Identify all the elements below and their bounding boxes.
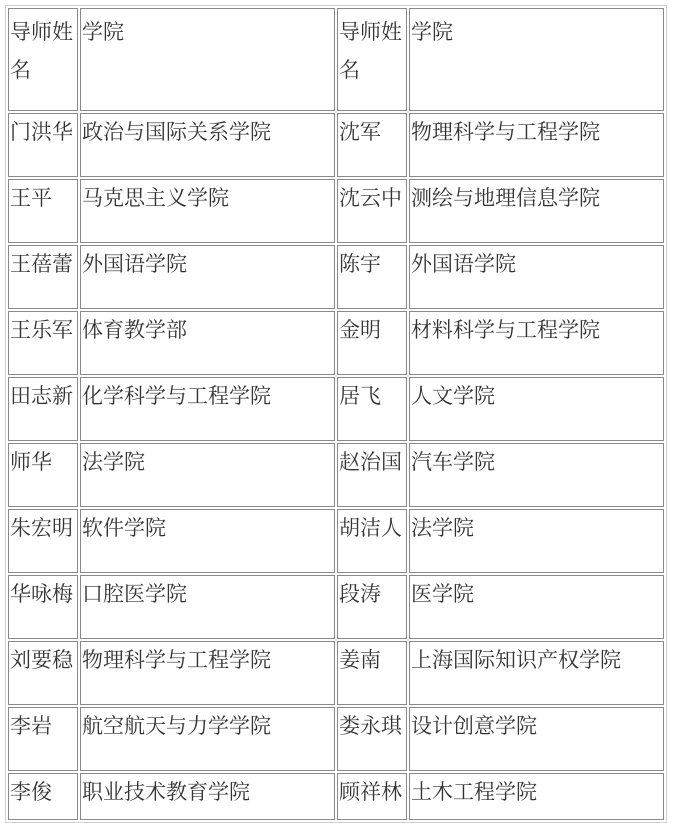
right-advisor-name: 赵治国 [337,443,407,507]
left-college: 体育教学部 [80,311,335,375]
right-college: 法学院 [409,509,664,573]
left-college: 政治与国际关系学院 [80,113,335,177]
right-college: 上海国际知识产权学院 [409,641,664,705]
left-advisor-name: 李俊 [8,773,78,820]
left-advisor-name: 田志新 [8,377,78,441]
right-advisor-name: 娄永琪 [337,707,407,771]
left-advisor-name: 华咏梅 [8,575,78,639]
table-row [8,707,664,771]
right-advisor-name: 姜南 [337,641,407,705]
left-college: 法学院 [80,443,335,507]
right-advisor-name: 段涛 [337,575,407,639]
left-college: 航空航天与力学学院 [80,707,335,771]
advisor-college-table [5,5,667,823]
right-college: 测绘与地理信息学院 [409,179,664,243]
header-advisor-name-right: 导师姓名 [337,8,407,111]
left-college: 化学科学与工程学院 [80,377,335,441]
left-college: 物理科学与工程学院 [80,641,335,705]
left-advisor-name: 王蓓蕾 [8,245,78,309]
right-college: 人文学院 [409,377,664,441]
header-college-right: 学院 [409,8,664,111]
left-college: 口腔医学院 [80,575,335,639]
header-advisor-name-left: 导师姓名 [8,8,78,111]
right-advisor-name: 沈军 [337,113,407,177]
table-row [8,311,664,375]
table-row [8,575,664,639]
right-advisor-name: 胡洁人 [337,509,407,573]
right-college: 外国语学院 [409,245,664,309]
left-advisor-name: 王乐军 [8,311,78,375]
left-advisor-name: 朱宏明 [8,509,78,573]
right-college: 汽车学院 [409,443,664,507]
table-row [8,443,664,507]
header-college-left: 学院 [80,8,335,111]
left-college: 职业技术教育学院 [80,773,335,820]
right-college: 物理科学与工程学院 [409,113,664,177]
right-college: 土木工程学院 [409,773,664,820]
table-row [8,773,664,820]
table-header-row [8,8,664,111]
table-row [8,509,664,573]
right-advisor-name: 陈宇 [337,245,407,309]
left-advisor-name: 刘要稳 [8,641,78,705]
table-row [8,377,664,441]
table-row [8,179,664,243]
left-advisor-name: 师华 [8,443,78,507]
right-advisor-name: 金明 [337,311,407,375]
left-college: 软件学院 [80,509,335,573]
right-advisor-name: 顾祥林 [337,773,407,820]
right-advisor-name: 沈云中 [337,179,407,243]
left-college: 外国语学院 [80,245,335,309]
right-college: 设计创意学院 [409,707,664,771]
table-row [8,113,664,177]
right-college: 医学院 [409,575,664,639]
left-college: 马克思主义学院 [80,179,335,243]
left-advisor-name: 李岩 [8,707,78,771]
right-advisor-name: 居飞 [337,377,407,441]
table-row [8,641,664,705]
left-advisor-name: 门洪华 [8,113,78,177]
table-row [8,245,664,309]
right-college: 材料科学与工程学院 [409,311,664,375]
left-advisor-name: 王平 [8,179,78,243]
